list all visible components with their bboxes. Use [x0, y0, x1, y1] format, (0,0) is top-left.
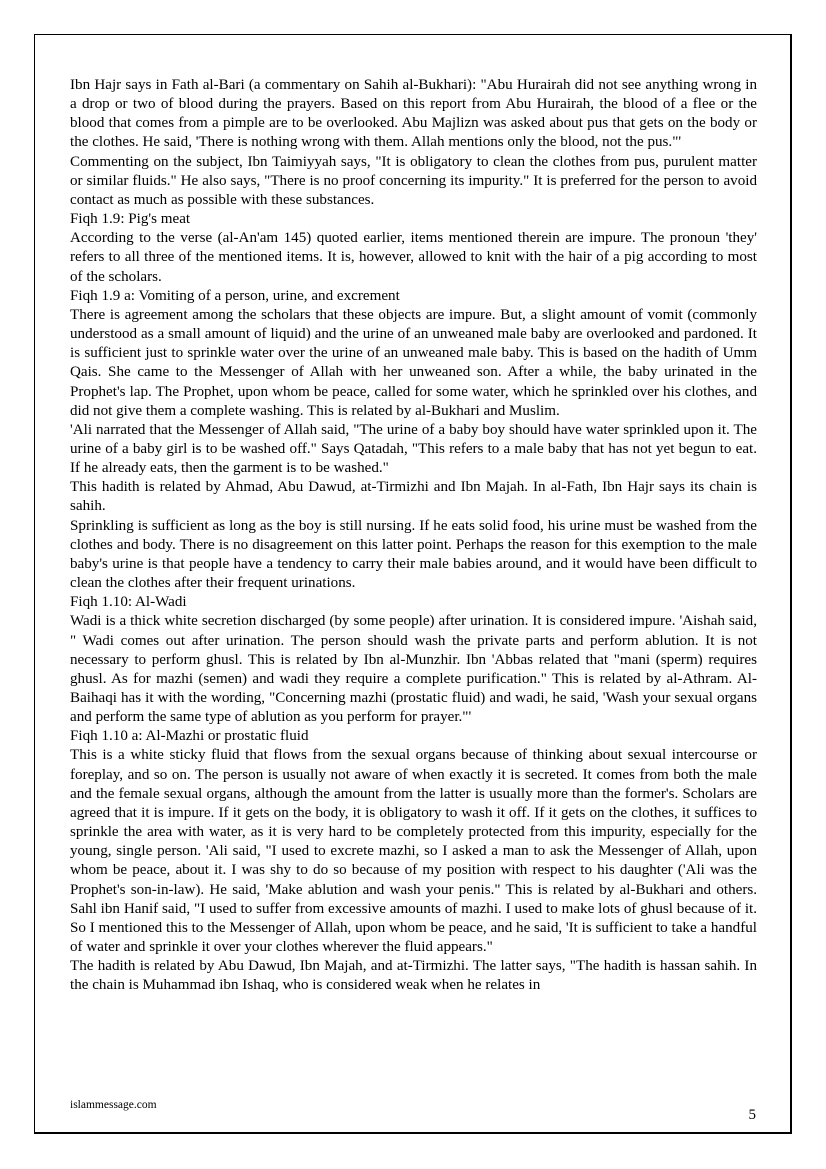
paragraph: Ibn Hajr says in Fath al-Bari (a commentary on Sahih al-Bukhari): "Abu Hurairah did not see anything wrong in a drop or two of blood during the prayers. Based on this report from Abu Hurairah, the blood of a flee or the blood that comes from a pimple are to be overlooked. Abu Majlizn was asked about pus that gets on the body or the clothes. He said, 'There is nothing wrong with them. Allah mentions only the blood, not the pus."' [70, 77, 757, 151]
section-heading: Fiqh 1.10: Al-Wadi [70, 594, 187, 611]
paragraph: There is agreement among the scholars that these objects are impure. But, a slight amount of vomit (commonly understood as a small amount of liquid) and the urine of an unweaned male baby are overlooked and pardoned. It is sufficient just to sprinkle water over the urine of an unweaned male baby. This is based on the hadith of Umm Qais. She came to the Messenger of Allah with her unweaned son. After a while, the baby urinated in the Prophet's lap. The Prophet, upon whom be peace, called for some water, which he sprinkled over his clothes, and did not give them a complete washing. This is related by al-Bukhari and Muslim. [70, 306, 757, 419]
paragraph: Commenting on the subject, Ibn Taimiyyah says, "It is obligatory to clean the clothes from pus, purulent matter or similar fluids." He also says, "There is no proof concerning its impurity." It is preferred for the person to avoid contact as much as possible with these substances. [70, 153, 757, 208]
paragraph: Sprinkling is sufficient as long as the boy is still nursing. If he eats solid food, his urine must be washed from the clothes and body. There is no disagreement on this latter point. Perhaps the reason for this exemption to the male baby's urine is that people have a tendency to carry their male babies around, and it would have been difficult to clean the clothes after their frequent urinations. [70, 517, 757, 592]
paragraph: 'Ali narrated that the Messenger of Allah said, "The urine of a baby boy should have water sprinkled upon it. The urine of a baby girl is to be washed off." Says Qatadah, "This refers to a male baby that has not yet begun to eat. If he already eats, then the garment is to be washed." [70, 421, 757, 477]
section-heading: Fiqh 1.9: Pig's meat [70, 211, 191, 228]
page-number: 5 [748, 1107, 756, 1123]
paragraph: The hadith is related by Abu Dawud, Ibn Majah, and at-Tirmizhi. The latter says, "The hadith is hassan sahih. In the chain is Muhammad ibn Ishaq, who is considered weak when he relates in [70, 958, 757, 994]
section-heading: Fiqh 1.9 a: Vomiting of a person, urine, and excrement [70, 287, 400, 304]
paragraph: This hadith is related by Ahmad, Abu Dawud, at-Tirmizhi and Ibn Majah. In al-Fath, Ibn Hajr says its chain is sahih. [70, 479, 757, 515]
paragraph: According to the verse (al-An'am 145) quoted earlier, items mentioned therein are impure. The pronoun 'they' refers to all three of the mentioned items. It is, however, allowed to knit with the hair of a pig according to most of the scholars. [70, 230, 757, 285]
paragraph: This is a white sticky fluid that flows from the sexual organs because of thinking about sexual intercourse or foreplay, and so on. The person is usually not aware of when exactly it is secreted. It comes from both the male and the female sexual organs, although the amount from the latter is usually more than the former's. Scholars are agreed that it is impure. If it gets on the body, it is obligatory to wash it off. If it gets on the clothes, it suffices to sprinkle the area with water, as it is very hard to be completely protected from this impurity, especially for the young, single person. 'Ali said, "I used to excrete mazhi, so I asked a man to ask the Messenger of Allah, upon whom be peace, about it. I was shy to do so because of my position with respect to his daughter ('Ali was the Prophet's son-in-law). He said, 'Make ablution and wash your penis." This is related by al-Bukhari and others. Sahl ibn Hanif said, "I used to suffer from excessive amounts of mazhi. I used to make lots of ghusl because of it. So I mentioned this to the Messenger of Allah, upon whom be peace, and he said, 'It is sufficient to take a handful of water and sprinkle it over your clothes wherever the fluid appears." [70, 747, 757, 956]
paragraph: Wadi is a thick white secretion discharged (by some people) after urination. It is considered impure. 'Aishah said, " Wadi comes out after urination. The person should wash the private parts and perform ablution. It is not necessary to perform ghusl. This is related by Ibn al-Munzhir. Ibn 'Abbas related that "mani (sperm) requires ghusl. As for mazhi (semen) and wadi they require a complete purification." This is related by al-Athram. Al-Baihaqi has it with the wording, "Concerning mazhi (prostatic fluid) and wadi, he said, 'Wash your sexual organs and perform the same type of ablution as you perform for prayer."' [70, 613, 757, 726]
section-heading: Fiqh 1.10 a: Al-Mazhi or prostatic fluid [70, 728, 309, 745]
footer-site-name: islammessage.com [70, 1099, 157, 1111]
document-body [70, 76, 757, 996]
